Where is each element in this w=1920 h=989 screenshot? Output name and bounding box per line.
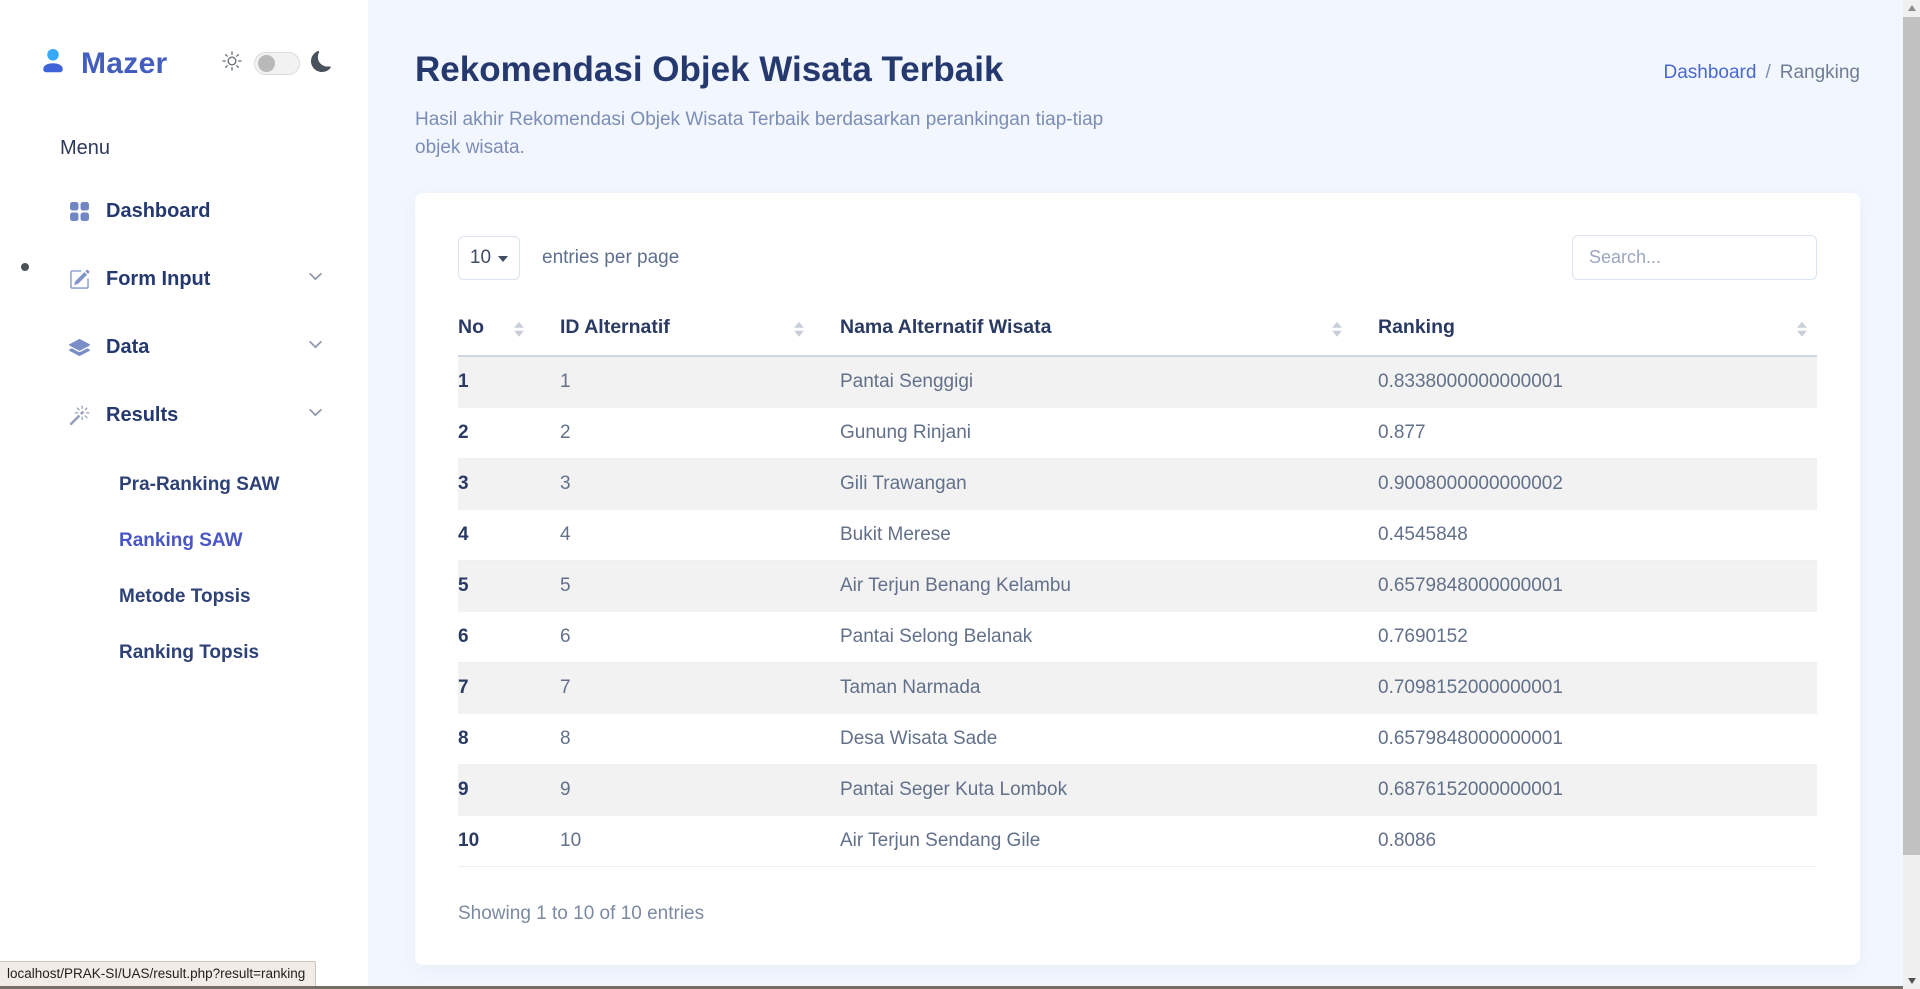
cell-ranking: 0.9008000000000002 xyxy=(1378,458,1817,509)
ranking-table xyxy=(458,306,1817,867)
cell-ranking: 0.7690152 xyxy=(1378,611,1817,662)
cell-nama-alternatif: Pantai Selong Belanak xyxy=(840,611,1378,662)
entries-select-value: 10 xyxy=(469,246,492,268)
table-body xyxy=(458,356,1817,866)
magic-wand-icon xyxy=(68,404,90,426)
column-header-no[interactable]: No xyxy=(458,306,560,356)
link-preview-statusbar: localhost/PRAK-SI/UAS/result.php?result=ranking xyxy=(0,961,316,986)
cell-nama-alternatif: Desa Wisata Sade xyxy=(840,713,1378,764)
table-row xyxy=(458,713,1817,764)
theme-toggle-cluster xyxy=(221,50,332,77)
cell-id-alternatif: 6 xyxy=(560,611,840,662)
sidebar-item-results[interactable] xyxy=(44,390,342,440)
sidebar-item-label: Dashboard xyxy=(106,199,211,222)
table-row xyxy=(458,458,1817,509)
scrollbar-thumb[interactable] xyxy=(1903,17,1920,855)
cell-ranking: 0.6579848000000001 xyxy=(1378,560,1817,611)
triangle-down-icon xyxy=(1908,978,1916,984)
table-row xyxy=(458,662,1817,713)
cell-no: 7 xyxy=(458,662,560,713)
sidebar-subitem-ranking-topsis[interactable]: Ranking Topsis xyxy=(119,642,260,663)
entries-per-page-select[interactable] xyxy=(458,236,520,280)
cell-no: 3 xyxy=(458,458,560,509)
sidebar-item-label: Data xyxy=(106,335,150,358)
vertical-scrollbar[interactable] xyxy=(1903,0,1920,989)
cell-ranking: 0.7098152000000001 xyxy=(1378,662,1817,713)
bullet-dot xyxy=(21,263,29,271)
cell-id-alternatif: 3 xyxy=(560,458,840,509)
sort-icon[interactable] xyxy=(1332,321,1342,336)
scroll-up-button[interactable] xyxy=(1903,0,1920,16)
sidebar-nav xyxy=(0,186,368,664)
breadcrumb-current: Rangking xyxy=(1779,62,1860,83)
cell-id-alternatif: 7 xyxy=(560,662,840,713)
cell-nama-alternatif: Pantai Seger Kuta Lombok xyxy=(840,764,1378,815)
table-row xyxy=(458,560,1817,611)
cell-ranking: 0.8086 xyxy=(1378,815,1817,866)
moon-icon xyxy=(311,51,332,77)
cell-nama-alternatif: Air Terjun Sendang Gile xyxy=(840,815,1378,866)
sidebar-subitem-pra-ranking-saw[interactable]: Pra-Ranking SAW xyxy=(119,474,280,495)
table-footer-status: Showing 1 to 10 of 10 entries xyxy=(458,902,705,924)
cell-id-alternatif: 5 xyxy=(560,560,840,611)
sidebar-header xyxy=(0,0,368,81)
cell-no: 8 xyxy=(458,713,560,764)
cell-no: 4 xyxy=(458,509,560,560)
cell-nama-alternatif: Taman Narmada xyxy=(840,662,1378,713)
cell-ranking: 0.6579848000000001 xyxy=(1378,713,1817,764)
sort-icon[interactable] xyxy=(514,321,524,336)
sun-icon xyxy=(221,50,243,77)
cell-ranking: 0.6876152000000001 xyxy=(1378,764,1817,815)
table-row xyxy=(458,764,1817,815)
breadcrumb xyxy=(1663,62,1860,84)
sidebar xyxy=(0,0,368,989)
cell-ranking: 0.4545848 xyxy=(1378,509,1817,560)
sidebar-item-dashboard[interactable] xyxy=(44,186,342,236)
cell-ranking: 0.8338000000000001 xyxy=(1378,356,1817,407)
sidebar-section-label: Menu xyxy=(60,137,111,159)
table-row xyxy=(458,815,1817,866)
app-logo[interactable] xyxy=(38,46,168,81)
cell-nama-alternatif: Air Terjun Benang Kelambu xyxy=(840,560,1378,611)
cell-id-alternatif: 4 xyxy=(560,509,840,560)
grid-icon xyxy=(68,200,90,222)
brand-name: Mazer xyxy=(81,46,168,80)
sidebar-subitem-ranking-saw[interactable]: Ranking SAW xyxy=(119,530,243,551)
table-row xyxy=(458,509,1817,560)
cell-nama-alternatif: Gili Trawangan xyxy=(840,458,1378,509)
theme-toggle-switch[interactable] xyxy=(254,52,300,75)
sidebar-item-data[interactable] xyxy=(44,322,342,372)
sidebar-item-form-input[interactable] xyxy=(44,254,342,304)
sidebar-subitem-metode-topsis[interactable]: Metode Topsis xyxy=(119,586,251,607)
sort-icon[interactable] xyxy=(794,321,804,336)
page-header xyxy=(415,50,1860,161)
triangle-up-icon xyxy=(1908,5,1916,11)
cell-ranking: 0.877 xyxy=(1378,407,1817,458)
chevron-down-icon xyxy=(307,404,324,426)
cell-no: 1 xyxy=(458,356,560,407)
column-header-id-alternatif[interactable]: ID Alternatif xyxy=(560,306,840,356)
table-card xyxy=(415,193,1860,965)
cell-nama-alternatif: Pantai Senggigi xyxy=(840,356,1378,407)
sidebar-item-label: Results xyxy=(106,403,179,426)
column-header-ranking[interactable]: Ranking xyxy=(1378,306,1817,356)
table-header-row xyxy=(458,306,1817,356)
cell-no: 2 xyxy=(458,407,560,458)
column-header-nama-alternatif[interactable]: Nama Alternatif Wisata xyxy=(840,306,1378,356)
page-subtitle: Hasil akhir Rekomendasi Objek Wisata Terbaik berdasarkan perankingan tiap-tiap objek wisata. xyxy=(415,109,1104,158)
layers-icon xyxy=(68,336,90,358)
cell-id-alternatif: 1 xyxy=(560,356,840,407)
cell-id-alternatif: 2 xyxy=(560,407,840,458)
chevron-down-icon xyxy=(307,268,324,290)
breadcrumb-separator: / xyxy=(1765,62,1771,83)
switch-knob xyxy=(258,55,275,72)
search-input[interactable] xyxy=(1572,235,1817,280)
sidebar-item-label: Form Input xyxy=(106,267,211,290)
breadcrumb-dashboard-link[interactable]: Dashboard xyxy=(1663,62,1757,83)
cell-id-alternatif: 10 xyxy=(560,815,840,866)
cell-id-alternatif: 8 xyxy=(560,713,840,764)
cell-nama-alternatif: Bukit Merese xyxy=(840,509,1378,560)
chevron-down-icon xyxy=(307,336,324,358)
title-block xyxy=(415,50,1120,161)
cell-no: 10 xyxy=(458,815,560,866)
cell-no: 5 xyxy=(458,560,560,611)
table-row xyxy=(458,611,1817,662)
table-row xyxy=(458,356,1817,407)
table-row xyxy=(458,407,1817,458)
table-toolbar xyxy=(458,235,1817,280)
chevron-down-icon xyxy=(498,256,508,262)
entries-per-page-label: entries per page xyxy=(542,246,680,268)
person-icon xyxy=(38,46,68,81)
sort-icon[interactable] xyxy=(1797,321,1807,336)
cell-id-alternatif: 9 xyxy=(560,764,840,815)
scroll-down-button[interactable] xyxy=(1903,973,1920,989)
cell-no: 9 xyxy=(458,764,560,815)
page-title: Rekomendasi Objek Wisata Terbaik xyxy=(415,50,1004,89)
cell-no: 6 xyxy=(458,611,560,662)
cell-nama-alternatif: Gunung Rinjani xyxy=(840,407,1378,458)
pencil-square-icon xyxy=(68,268,90,290)
main-content xyxy=(368,0,1903,989)
